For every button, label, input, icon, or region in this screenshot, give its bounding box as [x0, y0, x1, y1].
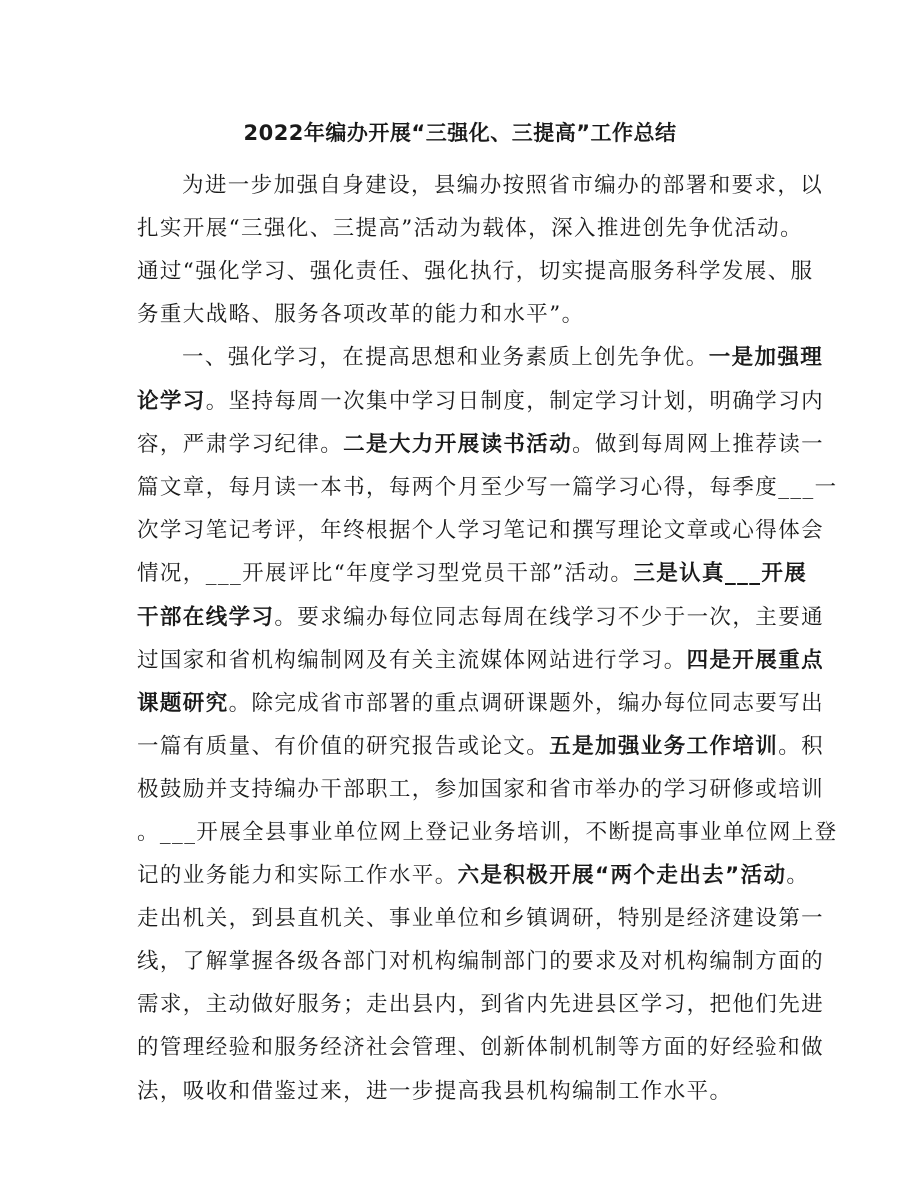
text-line: [137, 1030, 824, 1066]
body-text: 。要求编办每位同志每周在线学习不少于一次，主要通: [274, 605, 825, 630]
body-text: 扎实开展“三强化、三提高”活动为载体，深入推进创先争优活动。: [137, 216, 803, 241]
bold-heading-text: 五是加强业务工作培训: [549, 734, 779, 759]
text-line: [137, 815, 838, 851]
body-text: 记的业务能力和实际工作水平。: [137, 863, 458, 888]
body-text: 一、强化学习，在提高思想和业务素质上创先争优。: [182, 345, 709, 370]
body-text: 需求，主动做好服务；走出县内，到省内先进县区学习，把他们先进: [137, 992, 825, 1017]
bold-heading-text: 二是大力开展读书活动: [343, 432, 573, 457]
text-line: [137, 1074, 732, 1110]
text-line: [137, 556, 807, 592]
bold-heading-text: 四是开展重点: [686, 648, 825, 673]
body-text: 务重大战略、服务各项改革的能力和水平”。: [137, 302, 585, 327]
body-text: 法，吸收和借鉴过来，进一步提高我县机构编制工作水平。: [137, 1079, 733, 1104]
document-title: 2022年编办开展“三强化、三提高”工作总结: [243, 121, 677, 145]
body-text: 为进一步加强自身建设，县编办按照省市编办的部署和要求，以: [182, 173, 824, 198]
text-line: [137, 384, 824, 420]
bold-heading-text: 一是加强理: [708, 345, 824, 370]
text-line: [137, 600, 824, 636]
body-text: 。积: [778, 734, 825, 759]
text-line: [137, 944, 824, 980]
body-text: 情况，___开展评比“年度学习型党员干部”活动。: [137, 561, 634, 586]
text-line: [137, 470, 838, 506]
body-text: 线，了解掌握各级各部门对机构编制部门的要求及对机构编制方面的: [137, 949, 825, 974]
text-line: [137, 686, 824, 722]
bold-heading-text: 干部在线学习: [137, 605, 275, 630]
text-line: [137, 901, 824, 937]
bold-heading-text: 三是认真___开展: [633, 561, 808, 586]
text-line: [137, 772, 824, 808]
body-text: 。除完成省市部署的重点调研课题外，编办每位同志要写出: [228, 691, 825, 716]
text-line: [137, 513, 824, 549]
body-text: 一篇有质量、有价值的研究报告或论文。: [137, 734, 550, 759]
text-line: [182, 340, 823, 376]
body-text: 的管理经验和服务经济社会管理、创新体制机制等方面的好经验和做: [137, 1035, 825, 1060]
body-text: 。: [786, 863, 810, 888]
text-line: [137, 729, 824, 765]
body-text: 。坚持每周一次集中学习日制度，制定学习计划，明确学习内: [205, 389, 825, 414]
body-text: 次学习笔记考评，年终根据个人学习笔记和撰写理论文章或心得体会: [137, 518, 825, 543]
body-text: 容，严肃学习纪律。: [137, 432, 344, 457]
body-text: 极鼓励并支持编办干部职工，参加国家和省市举办的学习研修或培训: [137, 777, 825, 802]
text-line: [182, 168, 823, 204]
bold-heading-text: 论学习: [137, 389, 206, 414]
bold-heading-text: 课题研究: [137, 691, 229, 716]
text-line: [137, 987, 824, 1023]
body-text: 过国家和省机构编制网及有关主流媒体网站进行学习。: [137, 648, 687, 673]
body-text: 。___开展全县事业单位网上登记业务培训，不断提高事业单位网上登: [137, 820, 838, 845]
text-line: [137, 643, 824, 679]
body-text: 走出机关，到县直机关、事业单位和乡镇调研，特别是经济建设第一: [137, 906, 825, 931]
text-line: [137, 211, 803, 247]
body-text: 通过“强化学习、强化责任、强化执行，切实提高服务科学发展、服: [137, 259, 814, 284]
bold-heading-text: 六是积极开展“两个走出去”活动: [457, 863, 787, 888]
text-line: [137, 254, 814, 290]
body-text: 篇文章，每月读一本书，每两个月至少写一篇学习心得，每季度___一: [137, 475, 838, 500]
text-line: [137, 297, 585, 333]
text-line: [137, 427, 824, 463]
body-text: 。做到每周网上推荐读一: [572, 432, 825, 457]
text-line: [137, 858, 809, 894]
